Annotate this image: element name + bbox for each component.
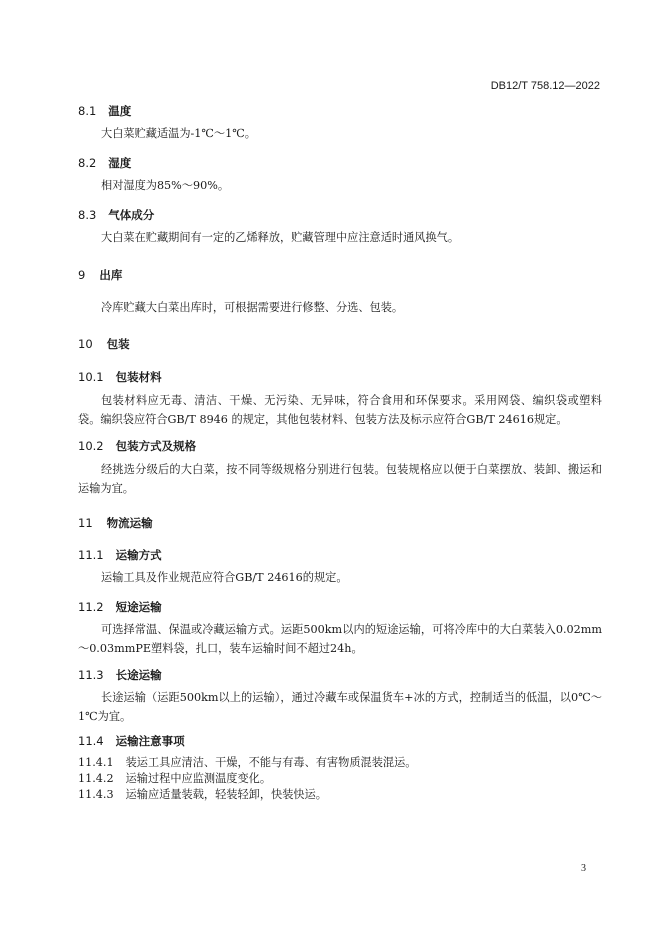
section-number: 10.2 <box>78 439 104 453</box>
section-8-1-heading <box>78 103 602 119</box>
section-number: 8.3 <box>78 208 97 222</box>
section-10-heading <box>78 336 602 352</box>
item-text: 装运工具应清洁、干燥，不能与有毒、有害物质混装混运。 <box>125 756 417 769</box>
section-title: 包装材料 <box>115 370 162 384</box>
section-8-3-text: 大白菜在贮藏期间有一定的乙烯释放，贮藏管理中应注意适时通风换气。 <box>101 231 460 244</box>
section-10-2-text: 经挑选分级后的大白菜，按不同等级规格分别进行包装。包装规格应以便于白菜摆放、装卸、搬运和运输为宜。 <box>78 463 602 495</box>
item-text: 运输过程中应监测温度变化。 <box>125 772 272 785</box>
section-11-1-text: 运输工具及作业规范应符合GB/T 24616的规定。 <box>101 571 348 584</box>
item-text: 运输应适量装载，轻装轻卸，快装快运。 <box>125 788 327 801</box>
section-10-1-text: 包装材料应无毒、清洁、干燥、无污染、无异味，符合食用和环保要求。采用网袋、编织袋或塑料袋。编织袋应符合GB/T 8946 的规定，其他包装材料、包装方法及标示应符合GB/T 24616规定。 <box>78 394 602 426</box>
section-11-3-heading <box>78 667 602 683</box>
list-item <box>78 755 602 771</box>
section-number: 11 <box>78 516 93 530</box>
section-number: 11.1 <box>78 548 104 562</box>
section-title: 温度 <box>108 104 132 118</box>
section-11-2-text: 可选择常温、保温或冷藏运输方式。运距500km以内的短途运输，可将冷库中的大白菜装入0.02mm～0.03mmPE塑料袋，扎口，装车运输时间不超过24h。 <box>78 623 602 655</box>
section-number: 11.3 <box>78 668 104 682</box>
section-title: 气体成分 <box>108 208 155 222</box>
section-11-2-heading <box>78 599 602 615</box>
section-number: 8.1 <box>78 104 97 118</box>
section-title: 长途运输 <box>115 668 162 682</box>
item-number: 11.4.1 <box>78 756 114 769</box>
section-title: 短途运输 <box>115 600 162 614</box>
section-8-1-text: 大白菜贮藏适温为-1℃～1℃。 <box>101 127 256 140</box>
section-title: 运输注意事项 <box>115 734 185 748</box>
section-title: 包装方式及规格 <box>115 439 197 453</box>
section-10-2-heading <box>78 438 602 454</box>
section-number: 8.2 <box>78 156 97 170</box>
section-11-heading <box>78 515 602 531</box>
section-8-2-text: 相对湿度为85%～90%。 <box>101 179 230 192</box>
section-11-4-heading <box>78 733 602 749</box>
section-9-text: 冷库贮藏大白菜出库时，可根据需要进行修整、分选、包装。 <box>101 301 404 314</box>
page-number: 3 <box>581 863 586 874</box>
section-title: 包装 <box>106 337 130 351</box>
section-9-heading <box>78 267 602 283</box>
section-11-1-heading <box>78 547 602 563</box>
item-number: 11.4.2 <box>78 772 114 785</box>
section-11-3-text: 长途运输（运距500km以上的运输），通过冷藏车或保温货车+冰的方式，控制适当的低温，以0℃～1℃为宜。 <box>78 691 602 723</box>
section-title: 出库 <box>99 268 123 282</box>
section-10-1-heading <box>78 369 602 385</box>
list-item <box>78 771 602 787</box>
list-item <box>78 787 602 803</box>
section-number: 11.2 <box>78 600 104 614</box>
section-number: 10 <box>78 337 93 351</box>
section-8-2-heading <box>78 155 602 171</box>
section-number: 11.4 <box>78 734 104 748</box>
section-number: 10.1 <box>78 370 104 384</box>
document-code: DB12/T 758.12—2022 <box>490 80 600 92</box>
section-title: 湿度 <box>108 156 132 170</box>
section-title: 物流运输 <box>106 516 153 530</box>
section-title: 运输方式 <box>115 548 162 562</box>
section-number: 9 <box>78 268 86 282</box>
item-number: 11.4.3 <box>78 788 114 801</box>
section-8-3-heading <box>78 207 602 223</box>
